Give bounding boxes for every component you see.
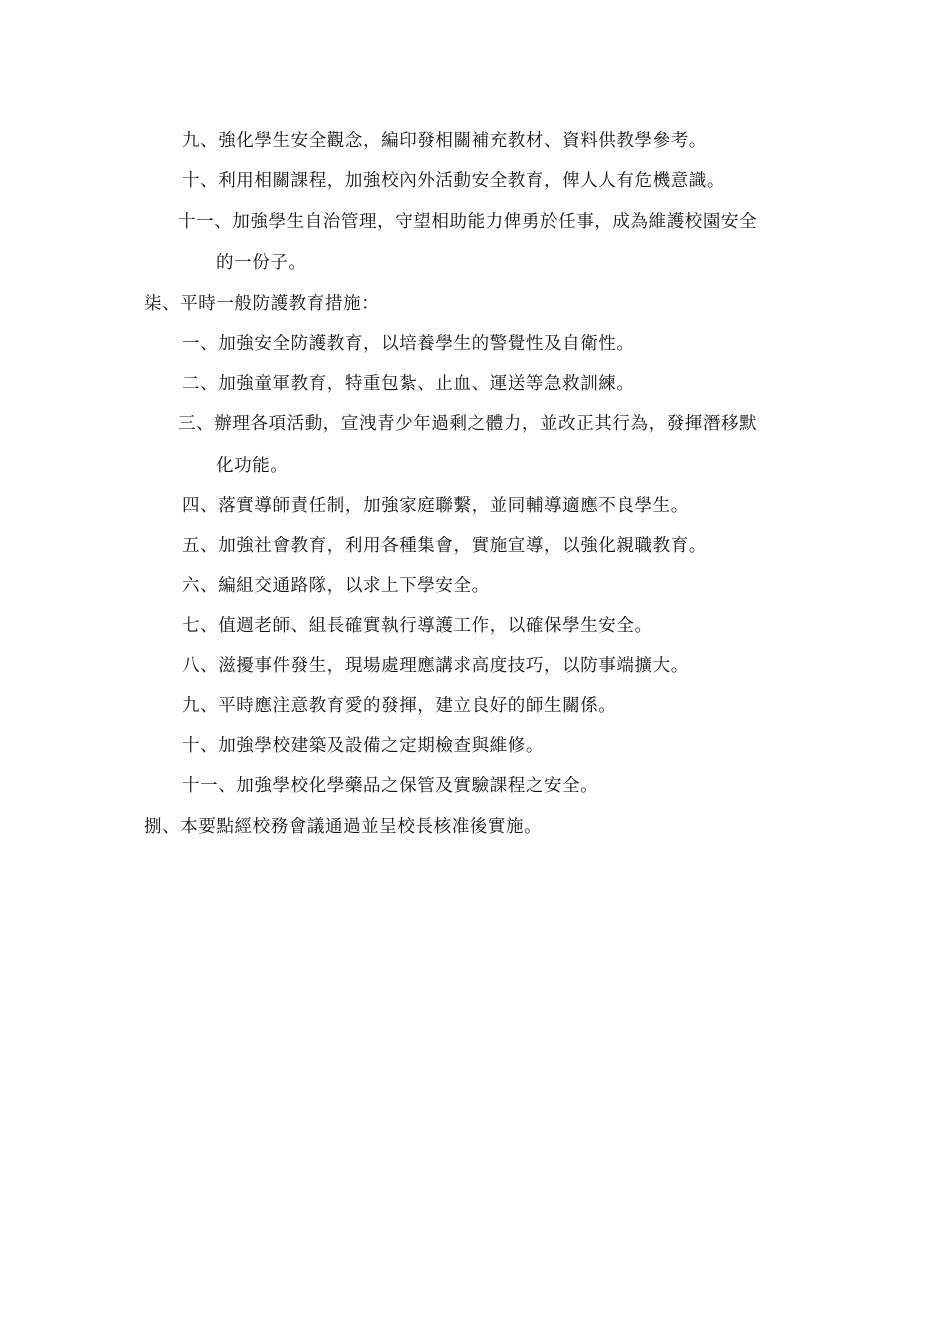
section6-item-9: 九、強化學生安全觀念，編印發相關補充教材、資料供教學參考。 — [182, 131, 707, 151]
section6-item-11-continued: 的一份子。 — [216, 253, 307, 273]
section7-item-9: 九、平時應注意教育愛的發揮，建立良好的師生關係。 — [182, 696, 617, 716]
section7-item-10: 十、加強學校建築及設備之定期檢查與維修。 — [182, 736, 544, 756]
section8-heading: 捌、本要點經校務會議通過並呈校長核准後實施。 — [144, 817, 543, 837]
section7-item-4: 四、落實導師責任制，加強家庭聯繫，並同輔導適應不良學生。 — [182, 496, 689, 516]
section7-item-11: 十一、加強學校化學藥品之保管及實驗課程之安全。 — [182, 776, 599, 796]
section7-item-2: 二、加強童軍教育，特重包紮、止血、運送等急救訓練。 — [182, 374, 635, 394]
section7-heading: 柒、平時一般防護教育措施： — [144, 294, 380, 314]
section7-item-3-continued: 化功能。 — [216, 456, 289, 476]
section7-item-5: 五、加強社會教育，利用各種集會，實施宣導，以強化親職教育。 — [182, 536, 707, 556]
section7-item-8: 八、滋擾事件發生，現場處理應講求高度技巧，以防事端擴大。 — [182, 656, 689, 676]
section7-item-7: 七、值週老師、組長確實執行導護工作，以確保學生安全。 — [182, 616, 653, 636]
section7-item-3: 三、辦理各項活動，宣洩青少年過剩之體力，並改正其行為，發揮潛移默 — [178, 414, 758, 434]
section7-item-6: 六、編組交通路隊，以求上下學安全。 — [182, 576, 490, 596]
section7-item-1: 一、加強安全防護教育，以培養學生的警覺性及自衛性。 — [182, 334, 635, 354]
section6-item-11: 十一、加強學生自治管理，守望相助能力俾勇於任事，成為維護校園安全 — [178, 212, 758, 232]
section6-item-10: 十、利用相關課程，加強校內外活動安全教育，俾人人有危機意識。 — [182, 171, 725, 191]
